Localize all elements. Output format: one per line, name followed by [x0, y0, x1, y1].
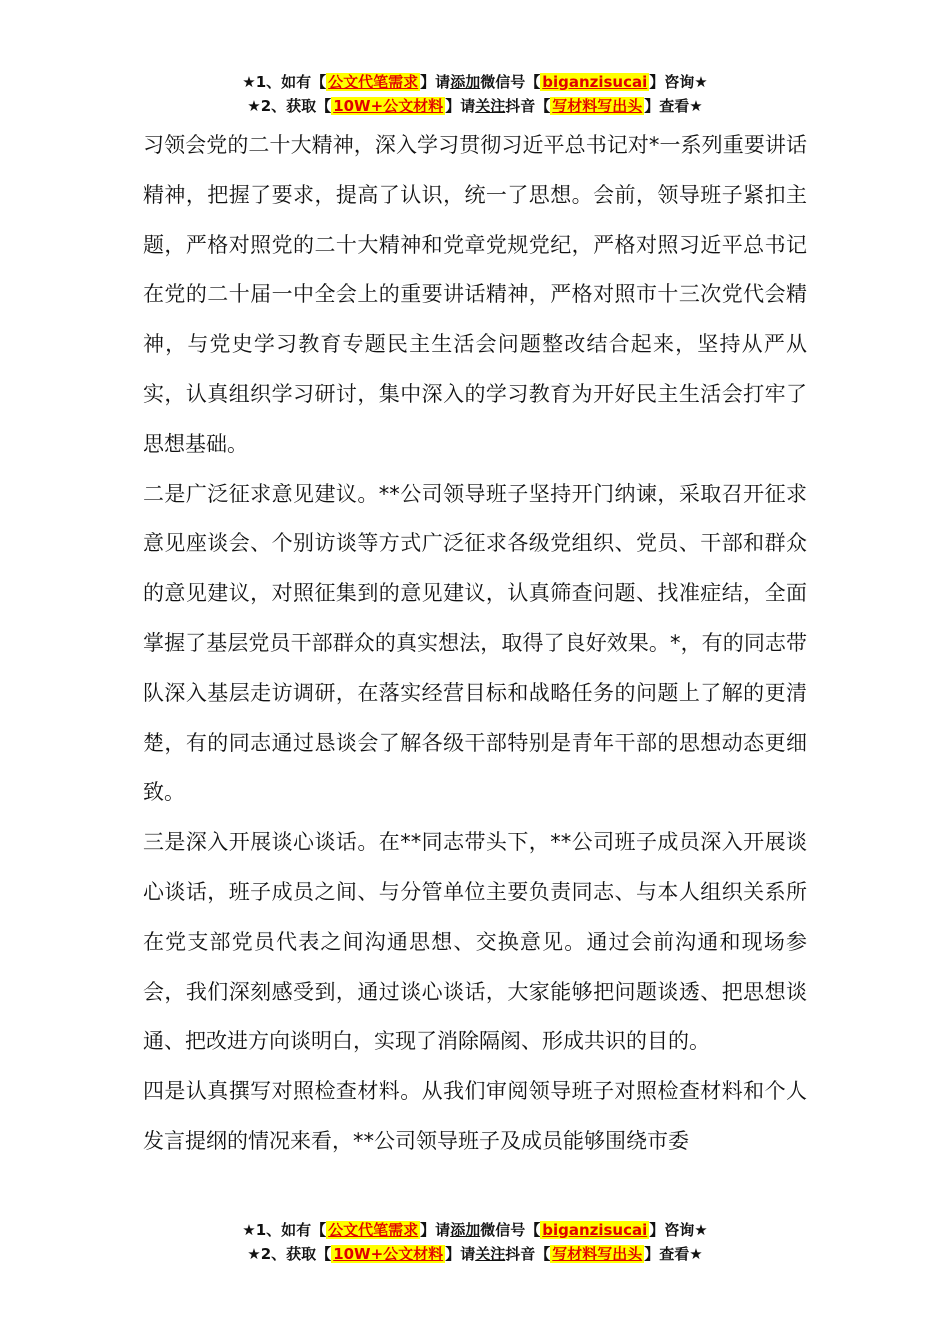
banner-text: 微信号【: [480, 73, 541, 91]
banner-text: 】请: [445, 97, 476, 115]
banner-text: ★2、获取【: [247, 97, 332, 115]
highlight-materials: 10W+公文材料: [333, 1245, 444, 1263]
paragraph: 四是认真撰写对照检查材料。从我们审阅领导班子对照检查材料和个人发言提纲的情况来看，**公司领导班子及成员能够围绕市委: [143, 1079, 807, 1153]
highlight-service: 公文代笔需求: [328, 1221, 419, 1239]
banner-text: 抖音【: [505, 97, 551, 115]
banner-line-1: [0, 70, 950, 94]
banner-line-2: [0, 1242, 950, 1266]
banner-text: 】查看★: [644, 97, 703, 115]
banner-text: 抖音【: [505, 1245, 551, 1263]
document-body: [143, 121, 807, 1167]
highlight-douyin-id: 写材料写出头: [552, 1245, 643, 1263]
banner-text: ★1、如有【: [242, 73, 327, 91]
banner-text: 】请: [445, 1245, 476, 1263]
banner-emphasis: 关注: [475, 97, 506, 115]
banner-text: ★1、如有【: [242, 1221, 327, 1239]
footer-banner: [0, 1218, 950, 1266]
banner-emphasis: 添加: [450, 1221, 481, 1239]
banner-line-1: [0, 1218, 950, 1242]
highlight-service: 公文代笔需求: [328, 73, 419, 91]
banner-text: 微信号【: [480, 1221, 541, 1239]
highlight-douyin-id: 写材料写出头: [552, 97, 643, 115]
header-banner: [0, 70, 950, 118]
highlight-wechat-id: biganzisucai: [542, 73, 648, 91]
banner-line-2: [0, 94, 950, 118]
banner-emphasis: 添加: [450, 73, 481, 91]
banner-text: 】查看★: [644, 1245, 703, 1263]
banner-text: 】请: [420, 1221, 451, 1239]
banner-text: 】咨询★: [649, 1221, 708, 1239]
highlight-wechat-id: biganzisucai: [542, 1221, 648, 1239]
paragraph: 三是深入开展谈心谈话。在**同志带头下，**公司班子成员深入开展谈心谈话，班子成员之间、与分管单位主要负责同志、与本人组织关系所在党支部党员代表之间沟通思想、交换意见。通过会前沟通和现场参会，我们深刻感受到，通过谈心谈话，大家能够把问题谈透、把思想谈通、把改进方向谈明白，实现了消除隔阂、形成共识的目的。: [143, 830, 807, 1054]
banner-text: ★2、获取【: [247, 1245, 332, 1263]
banner-emphasis: 关注: [475, 1245, 506, 1263]
banner-text: 】咨询★: [649, 73, 708, 91]
banner-text: 】请: [420, 73, 451, 91]
paragraph: 习领会党的二十大精神，深入学习贯彻习近平总书记对*一系列重要讲话精神，把握了要求，提高了认识，统一了思想。会前，领导班子紧扣主题，严格对照党的二十大精神和党章党规党纪，严格对照习近平总书记在党的二十届一中全会上的重要讲话精神，严格对照市十三次党代会精神，与党史学习教育专题民主生活会问题整改结合起来，坚持从严从实，认真组织学习研讨，集中深入的学习教育为开好民主生活会打牢了思想基础。: [143, 133, 807, 456]
paragraph: 二是广泛征求意见建议。**公司领导班子坚持开门纳谏，采取召开征求意见座谈会、个别访谈等方式广泛征求各级党组织、党员、干部和群众的意见建议，对照征集到的意见建议，认真筛查问题、找准症结，全面掌握了基层党员干部群众的真实想法，取得了良好效果。*，有的同志带队深入基层走访调研，在落实经营目标和战略任务的问题上了解的更清楚，有的同志通过恳谈会了解各级干部特别是青年干部的思想动态更细致。: [143, 481, 807, 805]
highlight-materials: 10W+公文材料: [333, 97, 444, 115]
